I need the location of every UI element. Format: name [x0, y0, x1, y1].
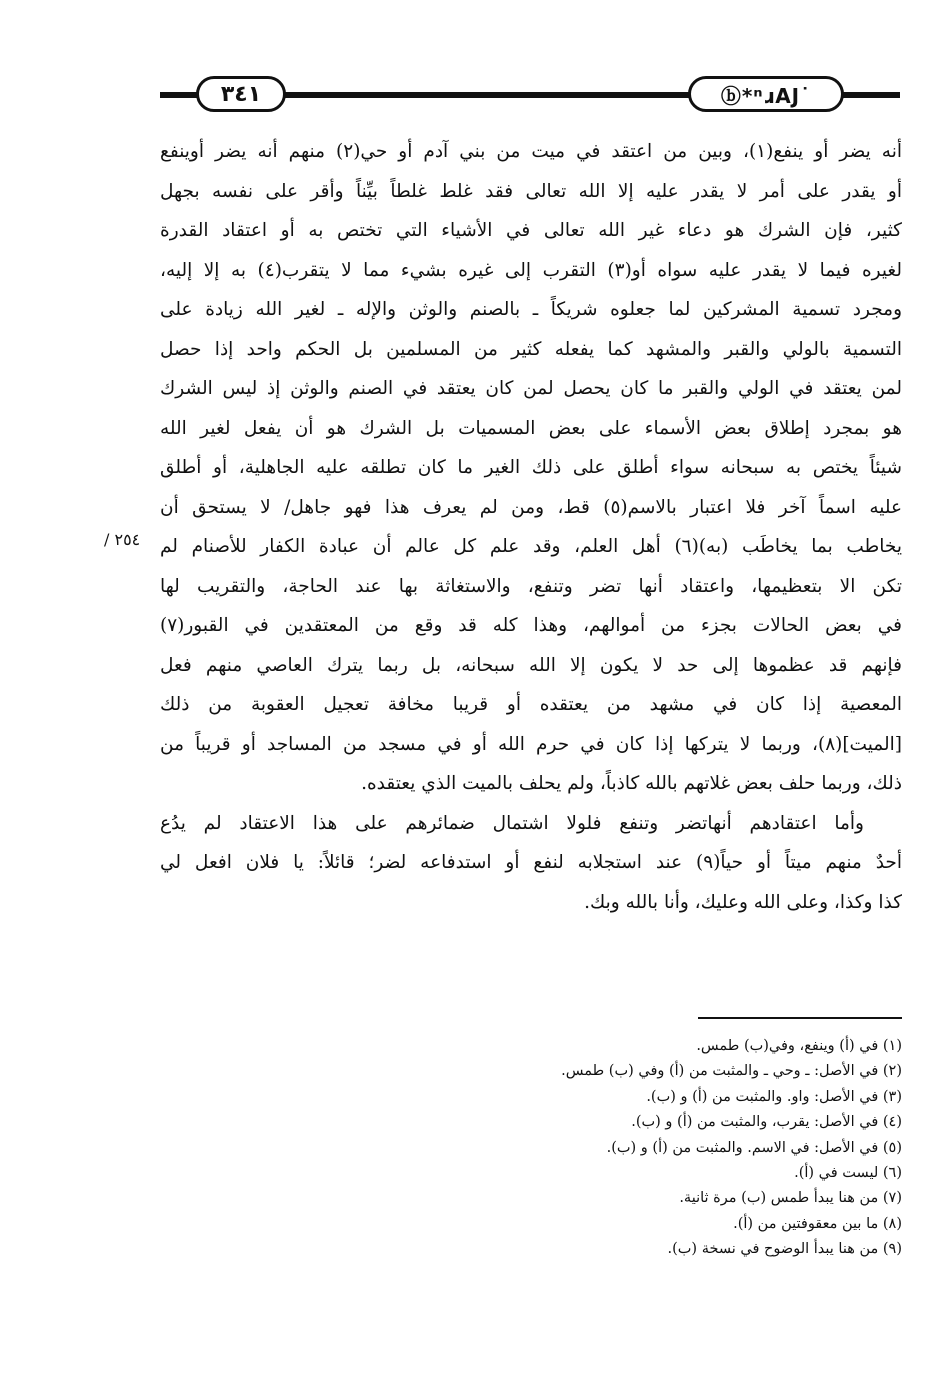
footnote-separator [698, 1017, 902, 1019]
header-rule-middle [283, 92, 691, 98]
body-line: المعصية إذا كان في مشهد من يعتقده أو قريبا مخافة تعجيل العقوبة من ذلك [160, 694, 902, 715]
body-line: لغيره فيما لا يقدر عليه سواه أو(٣) التقرب إلى غيره بشيء مما لا يتقرب(٤) به إلا إليه، [160, 259, 902, 281]
footnote: (١) في (أ) وينفع، وفي(ب) طمس. [696, 1038, 902, 1054]
body-line: يخاطب بما يخاطَب (به)(٦) أهل العلم، وقد علم كل عالم أن عبادة الكفار للأصنام لم [160, 536, 902, 557]
footnote: (٧) من هنا يبدأ طمس (ب) مرة ثانية. [679, 1190, 902, 1207]
margin-page-reference: ٢٥٤ / [104, 530, 141, 549]
body-line: أو يقدر على أمر لا يقدر عليه إلا الله تعالى فقد غلط غلطاً بيِّناً وأقر على نفسه بجهل [160, 180, 902, 202]
body-text [160, 132, 902, 922]
page-number: ٣٤١ [220, 81, 262, 107]
footnote: (٩) من هنا يبدأ الوضوح في نسخة (ب). [667, 1241, 902, 1258]
footnote: (٦) ليست في (أ). [794, 1164, 902, 1181]
page-header [0, 68, 949, 120]
body-line: [الميت](٨)، وربما لا يتركها إذا كان في حرم الله أو في مسجد من المساجد أو قريباً من [160, 733, 902, 755]
running-head-box [688, 76, 844, 112]
header-rule-left [160, 92, 198, 98]
body-line: ومجرد تسمية المشركين لما جعلوه شريكاً ـ بالصنم والوثن والإله ـ لغير الله زيادة على [160, 299, 902, 320]
body-line: كثير، فإن الشرك هو دعاء غير الله تعالى في الأشياء التي تختص به أو اعتقاد القدرة [160, 220, 902, 241]
body-line: وأما اعتقادهم أنهاتضر وتنفع فلولا اشتمال ضمائرهم على هذا الاعتقاد لم يدُع [160, 812, 864, 834]
body-line: فإنهم قد عظموها إلى حد لا يكون إلا الله سبحانه، بل ربما يترك العاصي منهم فعل [160, 654, 902, 676]
footnote: (٥) في الأصل: في الاسم. والمثبت من (أ) و (ب). [606, 1139, 902, 1156]
footnote: (٤) في الأصل: يقرب، والمثبت من (أ) و (ب). [631, 1114, 902, 1131]
body-line: التسمية بالولي والقبر والمشهد كما يفعله كثير من المسلمين بل الحكم واحد إذا حصل [160, 338, 902, 360]
header-rule-right [842, 92, 900, 98]
body-line: أنه يضر أو ينفع(١)، وبين من اعتقد في ميت من بني آدم أو حي(٢) منهم أنه يضر أوينفع [160, 141, 902, 162]
body-line: تكن الا بتعظيمها، واعتقاد أنها تضر وتنفع، والاستغاثة بها عند الحاجة، والتقريب لها [160, 575, 902, 597]
body-line: شيئاً يختص به سبحانه سواء أطلق على ذلك الغير ما كان تطلقه عليه الجاهلية، أو أطلق [160, 457, 902, 478]
body-line: كذا وكذا، وعلى الله وعليك، وأنا بالله وبك. [584, 891, 902, 913]
body-line: في بعض الحالات بجزء من أموالهم، وهذا كله قد وقع من المعتقدين في القبور(٧) [160, 615, 902, 636]
body-line: أحدٌ منهم ميتاً أو حياً(٩) عند استجلابه لنفع أو استدفاعه لضر؛ قائلاً: يا فلان افعل لي [160, 852, 902, 873]
footnote: (٣) في الأصل: واو. والمثبت من (أ) و (ب). [646, 1088, 902, 1105]
footnotes [400, 1034, 902, 1263]
body-line: ذلك، وربما حلف بعض غلاتهم بالله كاذباً، ولم يحلف بالميت الذي يعتقده. [361, 773, 902, 794]
footnote: (٨) ما بين معقوفتين من (أ). [733, 1215, 902, 1232]
running-head-glyphs: ⓑ*ⁿɹAJ˙ [720, 83, 812, 108]
page-number-box [196, 76, 286, 112]
body-line: عليه اسماً آخر فلا اعتبار بالاسم(٥) قط، ومن لم يعرف هذا فهو جاهل/ لا يستحق أن [160, 496, 902, 518]
body-line: لمن يعتقد في الولي والقبر ما كان يحصل لمن كان يعتقد في الصنم والوثن إذ ليس الشرك [160, 378, 902, 399]
body-line: هو بمجرد إطلاق بعض الأسماء على بعض المسميات بل الشرك هو أن يفعل لغير الله [160, 417, 902, 439]
footnote: (٢) في الأصل: ـ وحي ـ والمثبت من (أ) وفي (ب) طمس. [561, 1063, 902, 1080]
